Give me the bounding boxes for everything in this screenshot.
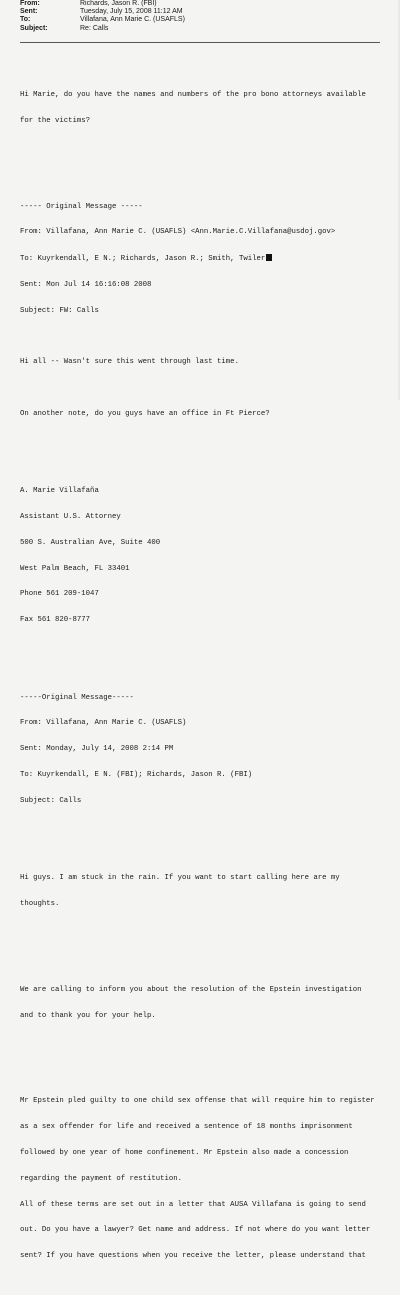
text-line: Hi guys. I am stuck in the rain. If you want to start calling here are my xyxy=(20,874,340,882)
text-line: followed by one year of home confinement. Mr Epstein also made a concession xyxy=(20,1149,349,1157)
msg2-sent: Sent: Monday, July 14, 2008 2:14 PM xyxy=(20,745,174,754)
spacer xyxy=(20,143,392,152)
header-sent-value: Tuesday, July 15, 2008 11:12 AM xyxy=(80,8,183,16)
msg2-to: To: Kuyrkendall, E N. (FBI); Richards, Jason R. (FBI) xyxy=(20,770,253,779)
signature-line: Assistant U.S. Attorney xyxy=(20,513,121,522)
msg1-body-1: Hi all -- Wasn't sure this went through last time. xyxy=(20,358,239,367)
spacer xyxy=(20,333,392,342)
email-header xyxy=(20,0,185,33)
spacer xyxy=(20,436,392,445)
msg1-to-text: To: Kuyrkendall, E N.; Richards, Jason R.; Smith, Twiler xyxy=(20,255,266,264)
msg1-to xyxy=(20,254,392,264)
msg2-from: From: Villafana, Ann Marie C. (USAFLS) xyxy=(20,719,187,728)
original-message-separator-2: -----Original Message----- xyxy=(20,693,134,702)
msg2-paragraph-2 xyxy=(20,969,392,1038)
msg1-body-2: On another note, do you guys have an office in Ft Pierce? xyxy=(20,409,270,418)
msg1-subject: Subject: FW: Calls xyxy=(20,306,99,315)
text-line: Mr Epstein pled guilty to one child sex offense that will require him to register xyxy=(20,1097,375,1106)
signature-line: West Palm Beach, FL 33401 xyxy=(20,564,130,573)
redaction-mark xyxy=(266,254,272,261)
spacer xyxy=(20,168,392,177)
header-to-value: Villafana, Ann Marie C. (USAFLS) xyxy=(80,16,185,24)
msg2-paragraph-1 xyxy=(20,857,392,926)
signature-line: A. Marie Villafaña xyxy=(20,487,99,496)
msg2-subject: Subject: Calls xyxy=(20,796,82,805)
signature-line: Fax 561 820-8777 xyxy=(20,616,91,625)
text-line: and to thank you for your help. xyxy=(20,1011,156,1020)
text-line: thoughts. xyxy=(20,899,60,908)
text-line: regarding the payment of restitution. xyxy=(20,1174,183,1183)
original-message-separator: ----- Original Message ----- xyxy=(20,202,143,211)
spacer xyxy=(20,1054,392,1063)
text-line: We are calling to inform you about the resolution of the Epstein investigation xyxy=(20,985,362,994)
header-subject-value: Re: Calls xyxy=(80,24,109,32)
signature-line: Phone 561 209-1047 xyxy=(20,590,99,599)
signature-block xyxy=(20,470,392,642)
header-sent-label: Sent: xyxy=(20,8,38,16)
text-line: as a sex offender for life and received a sentence of 18 months imprisonment xyxy=(20,1123,353,1132)
header-to-label: To: xyxy=(20,16,31,24)
header-from-label: From: xyxy=(20,0,40,7)
signature-line: 500 S. Australian Ave, Suite 400 xyxy=(20,538,161,547)
header-from-row xyxy=(20,0,185,8)
header-to-row xyxy=(20,16,185,24)
spacer xyxy=(20,65,392,74)
reply-line-1: Hi Marie, do you have the names and numbers of the pro bono attorneys available xyxy=(20,90,366,99)
email-body xyxy=(20,48,392,1295)
header-from-value: Richards, Jason R. (FBI) xyxy=(80,0,157,7)
header-sent-row xyxy=(20,8,185,16)
spacer xyxy=(20,659,392,668)
text-line: sent? If you have questions when you receive the letter, please understand that xyxy=(20,1252,366,1261)
spacer xyxy=(20,384,392,393)
header-divider xyxy=(20,42,380,43)
msg1-from: From: Villafana, Ann Marie C. (USAFLS) <Ann.Marie.C.Villafana@usdoj.gov> xyxy=(20,228,336,237)
spacer xyxy=(20,943,392,952)
text-line: All of these terms are set out in a letter that AUSA Villafana is going to send xyxy=(20,1200,366,1209)
reply-line-2: for the victims? xyxy=(20,116,91,125)
msg1-sent: Sent: Mon Jul 14 16:16:08 2008 xyxy=(20,281,152,290)
header-subject-label: Subject: xyxy=(20,24,48,32)
text-line: out. Do you have a lawyer? Get name and address. If not where do you want letter xyxy=(20,1226,371,1235)
header-subject-row xyxy=(20,25,185,33)
spacer xyxy=(20,822,392,831)
msg2-paragraph-3 xyxy=(20,1080,392,1278)
